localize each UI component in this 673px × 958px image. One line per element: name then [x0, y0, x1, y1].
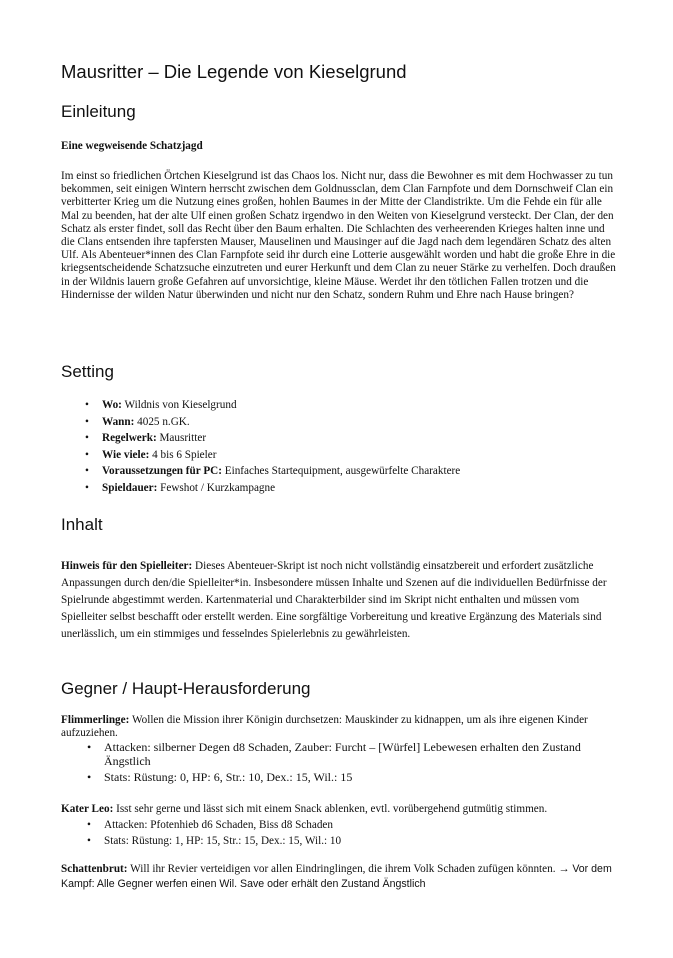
setting-value: Mausritter [159, 432, 207, 445]
enemy-attacks: • Attacken: silberner Degen d8 Schaden, Zauber: Furcht – [Würfel] Lebewesen erhalten den Zustand Ängstlich [61, 741, 621, 768]
setting-label: Wo: [102, 399, 122, 411]
setting-list [78, 397, 460, 497]
document-title: Mausritter – Die Legende von Kieselgrund [61, 61, 407, 82]
enemy-name: Kater Leo: [61, 803, 114, 815]
setting-item-regelwerk [78, 430, 460, 447]
setting-item-wo [78, 397, 460, 414]
enemy-description [61, 803, 621, 816]
setting-label: Wie viele: [102, 448, 150, 461]
note-text: Dieses Abenteuer-Skript ist noch nicht vollständig einsatzbereit und erfordert zusätzliche Anpassungen durch den/die Spielleiter*in. Insbesondere müssen Inhalte und Szenen auf die individuellen Bedürfnisse der Spielrunde abgestimmt werden. Kartenmaterial und Charakterbilder sind im Skript nicht enthalten und müssen vom Spielleiter selbst beschafft oder erstellt werden. Eine sorgfältige Vorbereitung und kreative Ergänzung des Materials sind unerlässlich, um ein stimmiges und fesselndes Spielerlebnis zu gewährleisten. [61, 560, 607, 640]
enemy-stats: • Stats: Rüstung: 0, HP: 6, Str.: 10, Dex.: 15, Wil.: 15 [61, 771, 621, 785]
setting-value: 4025 n.GK. [137, 415, 190, 428]
setting-label: Voraussetzungen für PC: [102, 465, 222, 478]
setting-value: Einfaches Startequipment, ausgewürfelte Charaktere [224, 465, 461, 478]
enemy-details [61, 817, 621, 849]
enemy-desc: Isst sehr gerne und lässt sich mit einem Snack ablenken, evtl. vorübergehend gutmütig stimmen. [116, 803, 548, 815]
section-heading-setting: Setting [61, 362, 114, 381]
section-heading-einleitung: Einleitung [61, 102, 136, 121]
setting-item-voraussetzungen [78, 463, 460, 480]
enemy-name: Schattenbrut: [61, 863, 128, 875]
note-label: Hinweis für den Spielleiter: [61, 560, 193, 572]
enemy-stats: • Stats: Rüstung: 1, HP: 15, Str.: 15, Dex.: 15, Wil.: 10 [61, 833, 621, 849]
intro-subheading: Eine wegweisende Schatzjagd [61, 140, 203, 152]
enemy-block-kater-leo [61, 803, 621, 849]
enemy-attacks: • Attacken: Pfotenhieb d6 Schaden, Biss d8 Schaden [61, 817, 621, 833]
enemy-description [61, 862, 621, 892]
arrow-icon: → [558, 863, 570, 875]
enemy-block-schattenbrut [61, 862, 621, 892]
setting-label: Spieldauer: [102, 481, 158, 494]
setting-label: Regelwerk: [102, 432, 157, 445]
section-heading-inhalt: Inhalt [61, 515, 103, 534]
setting-value: 4 bis 6 Spieler [152, 448, 217, 461]
enemy-details [61, 741, 621, 785]
enemy-desc: Wollen die Mission ihrer Königin durchsetzen: Mauskinder zu kidnappen, um als ihre eigenen Kinder aufzuziehen. [61, 714, 588, 739]
enemy-block-flimmerlinge [61, 714, 621, 785]
setting-item-wann [78, 414, 460, 431]
setting-item-spieldauer [78, 480, 460, 497]
setting-item-wie-viele [78, 447, 460, 464]
setting-value: Wildnis von Kieselgrund [124, 399, 237, 411]
enemy-description [61, 714, 621, 740]
setting-value: Fewshot / Kurzkampagne [160, 481, 276, 494]
enemy-desc: Will ihr Revier verteidigen vor allen Eindringlingen, die ihrem Volk Schaden zufügen könnten. [130, 863, 556, 875]
setting-label: Wann: [102, 415, 135, 428]
enemy-name: Flimmerlinge: [61, 714, 130, 726]
spielleiter-note [61, 558, 621, 643]
section-heading-gegner: Gegner / Haupt-Herausforderung [61, 679, 311, 698]
enemy-extra: Vor dem Kampf: Alle Gegner werfen einen Wil. Save oder erhält den Zustand Ängstlich [61, 863, 612, 890]
intro-paragraph: Im einst so friedlichen Örtchen Kieselgrund ist das Chaos los. Nicht nur, dass die Bewohner es mit dem Hochwasser zu tun bekommen, seit einigen Wintern herrscht zwischen dem Goldnussclan, dem Clan Farnpfote und dem Dornschweif Clan ein verbitterter Krieg um die Nutzung eines großen, hohlen Baumes in der Mitte der Clandistrikte. Um die Fehde ein für alle Mal zu beenden, hat der alte Ulf einen großen Schatz irgendwo in den Weiten von Kieselgrund versteckt. Der Clan, der den Schatz als erster findet, soll das Recht über den Baum erhalten. Die Schlachten des verheerenden Krieges halten inne und die Clans entsenden ihre tapfersten Mauser, Mauselinen und Mausinger auf die Jagd nach dem legendären Schatz des alten Ulf. Als Abenteuer*innen des Clan Farnpfote seid ihr durch eine Lotterie ausgewählt worden und habt die große Ehre in die kriegsentscheidende Schatzsuche einzutreten und eurer Herkunft und dem Clan zu neuer Stärke zu verhelfen. Doch draußen in der Wildnis lauern große Gefahren auf unvorsichtige, kleine Mäuse. Werdet ihr den tötlichen Fallen trotzen und die Hindernisse der wilden Natur überwinden und nicht nur den Schatz, sondern Ruhm und Ehre nach Hause bringen? [61, 170, 616, 301]
